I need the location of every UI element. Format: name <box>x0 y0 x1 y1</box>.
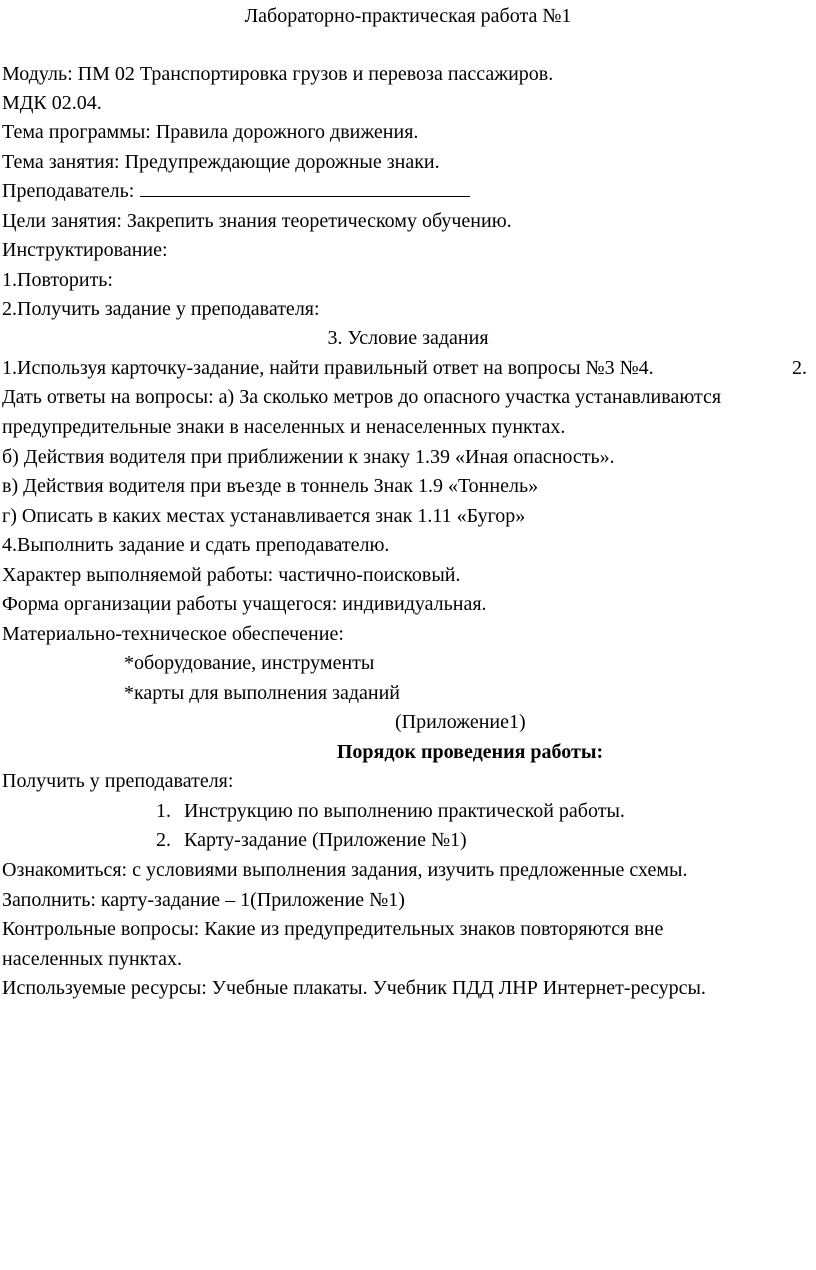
receive-item-2 <box>156 826 467 854</box>
task-line-1: 1.Используя карточку-задание, найти правильный ответ на вопросы №3 №4. <box>2 357 654 379</box>
instruction-line: Инструктирование: <box>2 239 168 261</box>
receive-line: Получить у преподавателя: <box>2 770 234 792</box>
receive-item-2-text: Карту-задание (Приложение №1) <box>184 829 467 851</box>
equipment-item-2: *карты для выполнения заданий <box>124 682 400 704</box>
organization-line: Форма организации работы учащегося: индивидуальная. <box>2 593 487 615</box>
step-2-line: 2.Получить задание у преподавателя: <box>2 298 320 320</box>
task-g-line: г) Описать в каких местах устанавливается знак 1.11 «Бугор» <box>2 505 526 527</box>
task-heading: 3. Условие задания <box>327 327 489 349</box>
task-v-line: в) Действия водителя при въезде в тоннель Знак 1.9 «Тоннель» <box>2 475 539 497</box>
material-line: Материально-техническое обеспечение: <box>2 623 344 645</box>
task-line-2: Дать ответы на вопросы: а) За сколько метров до опасного участка устанавливаются <box>2 386 722 408</box>
resources-line: Используемые ресурсы: Учебные плакаты. Учебник ПДД ЛНР Интернет-ресурсы. <box>2 977 706 999</box>
receive-item-1-num: 1. <box>156 800 171 822</box>
lesson-topic-line: Тема занятия: Предупреждающие дорожные знаки. <box>2 151 440 173</box>
step-1-line: 1.Повторить: <box>2 269 113 291</box>
receive-item-1-text: Инструкцию по выполнению практической работы. <box>184 800 625 822</box>
task-b-line: б) Действия водителя при приближении к знаку 1.39 «Иная опасность». <box>2 446 615 468</box>
module-line: Модуль: ПМ 02 Транспортировка грузов и перевоза пассажиров. <box>2 63 554 85</box>
document-title: Лабораторно-практическая работа №1 <box>244 5 572 27</box>
fill-line: Заполнить: карту-задание – 1(Приложение №1) <box>2 889 405 911</box>
appendix-ref: (Приложение1) <box>395 711 526 733</box>
control-line-2: населенных пунктах. <box>2 948 182 970</box>
mdk-line: МДК 02.04. <box>2 92 102 114</box>
task-line-3: предупредительные знаки в населенных и ненаселенных пунктах. <box>2 416 566 438</box>
receive-item-2-num: 2. <box>156 829 171 851</box>
goals-line: Цели занятия: Закрепить знания теоретическому обучению. <box>2 210 512 232</box>
program-topic-line: Тема программы: Правила дорожного движения. <box>2 121 419 143</box>
work-character-line: Характер выполняемой работы: частично-поисковый. <box>2 564 461 586</box>
control-line-1: Контрольные вопросы: Какие из предупредительных знаков повторяются вне <box>2 918 664 940</box>
teacher-blank <box>140 178 470 197</box>
teacher-line <box>2 177 470 205</box>
equipment-item-1: *оборудование, инструменты <box>124 652 375 674</box>
procedure-heading: Порядок проведения работы: <box>336 741 604 763</box>
step-4-line: 4.Выполнить задание и сдать преподавателю. <box>2 534 390 556</box>
task-line-1-num: 2. <box>792 357 807 379</box>
receive-item-1 <box>156 797 625 825</box>
familiarize-line: Ознакомиться: с условиями выполнения задания, изучить предложенные схемы. <box>2 859 688 881</box>
teacher-label: Преподаватель: <box>2 180 135 202</box>
